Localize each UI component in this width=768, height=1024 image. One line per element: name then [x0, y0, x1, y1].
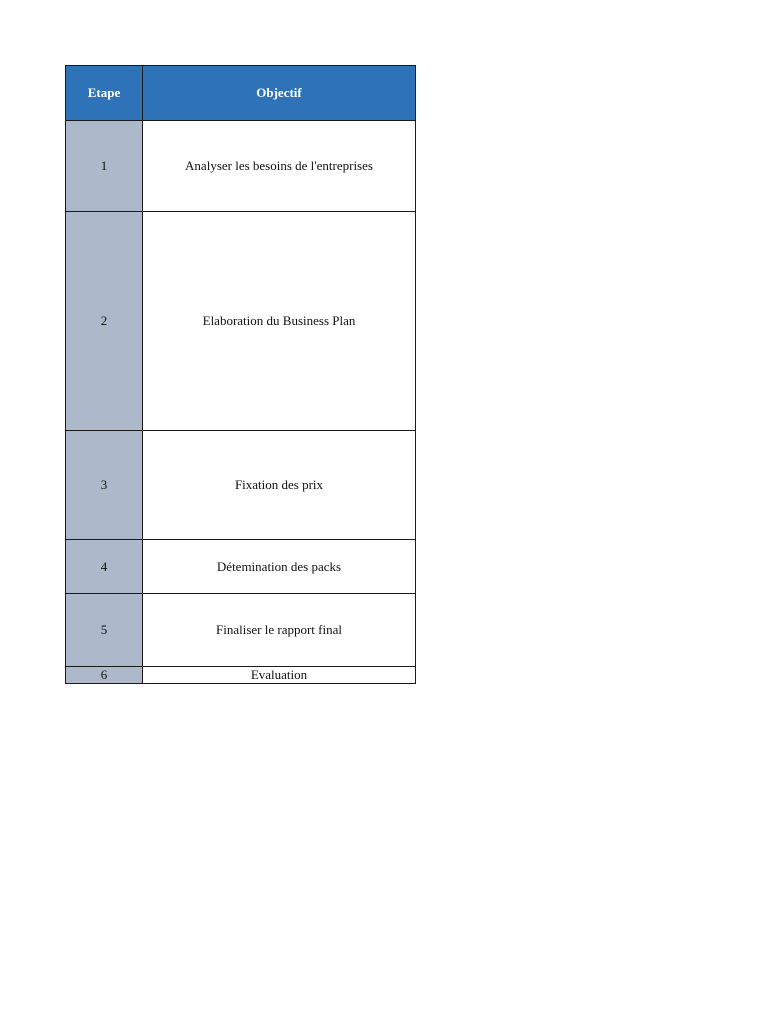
- step-number: 1: [66, 121, 143, 212]
- step-objective: Finaliser le rapport final: [143, 594, 416, 667]
- step-objective: Evaluation: [143, 667, 416, 684]
- step-objective: Détemination des packs: [143, 540, 416, 594]
- step-number: 6: [66, 667, 143, 684]
- table-row: [66, 594, 416, 667]
- step-objective: Elaboration du Business Plan: [143, 212, 416, 431]
- step-objective: Fixation des prix: [143, 431, 416, 540]
- step-number: 3: [66, 431, 143, 540]
- table-header-row: [66, 66, 416, 121]
- table-row: [66, 212, 416, 431]
- header-step: Etape: [66, 66, 143, 121]
- step-number: 5: [66, 594, 143, 667]
- table-row: [66, 667, 416, 684]
- header-objective: Objectif: [143, 66, 416, 121]
- steps-table: [65, 65, 416, 684]
- step-number: 2: [66, 212, 143, 431]
- step-objective: Analyser les besoins de l'entreprises: [143, 121, 416, 212]
- step-number: 4: [66, 540, 143, 594]
- table-row: [66, 121, 416, 212]
- table-row: [66, 540, 416, 594]
- table-row: [66, 431, 416, 540]
